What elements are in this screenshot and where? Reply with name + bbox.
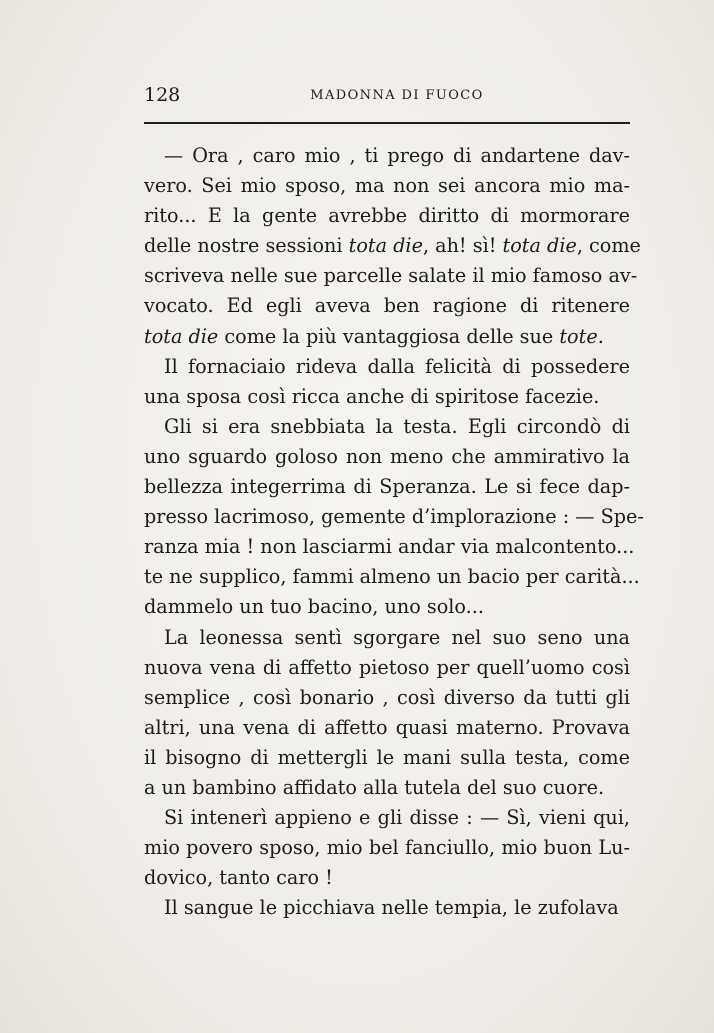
text-segment: a un bambino affidato alla tutela del suo cuore.	[144, 775, 605, 799]
text-segment: te ne supplico, fammi almeno un bacio per carità...	[144, 565, 640, 589]
text-line	[144, 623, 630, 653]
running-title: MADONNA DI FUOCO	[310, 88, 484, 103]
text-segment: Si intenerì appieno e gli disse : — Sì, vieni qui,	[164, 806, 630, 830]
text-line	[144, 141, 630, 171]
text-segment: uno sguardo goloso non meno che ammirativo la	[144, 444, 630, 468]
text-segment: nuova vena di affetto pietoso per quell’uomo così	[144, 655, 630, 679]
text-line	[144, 201, 630, 231]
text-segment: Gli si era snebbiata la testa. Egli circondò di	[164, 414, 630, 438]
text-line	[144, 412, 630, 442]
italic-text: tota die	[502, 234, 577, 258]
paragraph	[144, 141, 641, 352]
text-segment: come la più vantaggiosa delle sue	[218, 324, 560, 348]
text-line	[144, 833, 630, 863]
text-segment: una sposa così ricca anche di spiritose facezie.	[144, 384, 600, 408]
italic-text: tota die	[144, 324, 219, 348]
text-line	[144, 592, 630, 622]
text-line	[144, 743, 630, 773]
text-line	[144, 382, 630, 412]
text-line	[144, 322, 630, 352]
text-segment: , ah! sì!	[422, 234, 503, 258]
text-segment: Il sangue le picchiava nelle tempia, le zufolava	[164, 896, 619, 920]
paragraph	[144, 893, 630, 923]
text-segment: rito... E la gente avrebbe diritto di mormorare	[144, 204, 630, 228]
text-line	[144, 442, 630, 472]
page-header	[144, 84, 630, 114]
page-number: 128	[144, 84, 181, 106]
text-segment: , come	[576, 234, 641, 258]
text-segment: .	[597, 324, 604, 348]
text-segment: vocato. Ed egli aveva ben ragione di ritenere	[144, 294, 630, 318]
text-segment: scriveva nelle sue parcelle salate il mio famoso av-	[144, 264, 638, 288]
text-segment: Il fornaciaio rideva dalla felicità di possedere	[164, 354, 630, 378]
text-line	[144, 863, 630, 893]
text-segment: il bisogno di mettergli le mani sulla testa, come	[144, 745, 630, 769]
text-line	[144, 291, 630, 321]
text-segment: — Ora , caro mio , ti prego di andartene dav-	[164, 144, 630, 167]
text-line	[144, 532, 635, 562]
text-line	[144, 502, 644, 532]
text-segment: mio povero sposo, mio bel fanciullo, mio buon Lu-	[144, 836, 630, 860]
text-segment: vero. Sei mio sposo, ma non sei ancora mio ma-	[144, 174, 630, 198]
text-line	[144, 713, 630, 743]
text-line	[144, 171, 630, 201]
text-segment: presso lacrimoso, gemente d’implorazione : — Spe-	[144, 505, 644, 529]
text-line	[144, 261, 638, 291]
paragraph	[144, 803, 630, 893]
paragraph	[144, 412, 644, 623]
text-segment: semplice , così bonario , così diverso da tutti gli	[144, 685, 630, 709]
text-line	[144, 803, 630, 833]
text-segment: ranza mia ! non lasciarmi andar via malcontento...	[144, 535, 635, 559]
paragraph	[144, 623, 630, 804]
text-line	[144, 683, 630, 713]
text-segment: dammelo un tuo bacino, uno solo...	[144, 595, 484, 619]
text-line	[144, 472, 630, 502]
text-segment: La leonessa sentì sgorgare nel suo seno una	[164, 625, 630, 649]
italic-text: tote	[559, 324, 598, 348]
text-line	[144, 653, 630, 683]
text-line	[144, 352, 630, 382]
header-rule	[144, 122, 630, 124]
paragraph	[144, 352, 630, 412]
text-segment: altri, una vena di affetto quasi materno. Provava	[144, 715, 630, 739]
text-line	[144, 231, 641, 261]
text-segment: delle nostre sessioni	[144, 234, 349, 258]
body-text	[144, 141, 644, 923]
text-segment: bellezza integerrima di Speranza. Le si fece dap-	[144, 475, 630, 499]
italic-text: tota die	[348, 234, 423, 258]
text-line	[144, 773, 630, 803]
text-line	[144, 562, 640, 592]
text-line	[144, 893, 630, 923]
text-segment: dovico, tanto caro !	[144, 866, 333, 890]
